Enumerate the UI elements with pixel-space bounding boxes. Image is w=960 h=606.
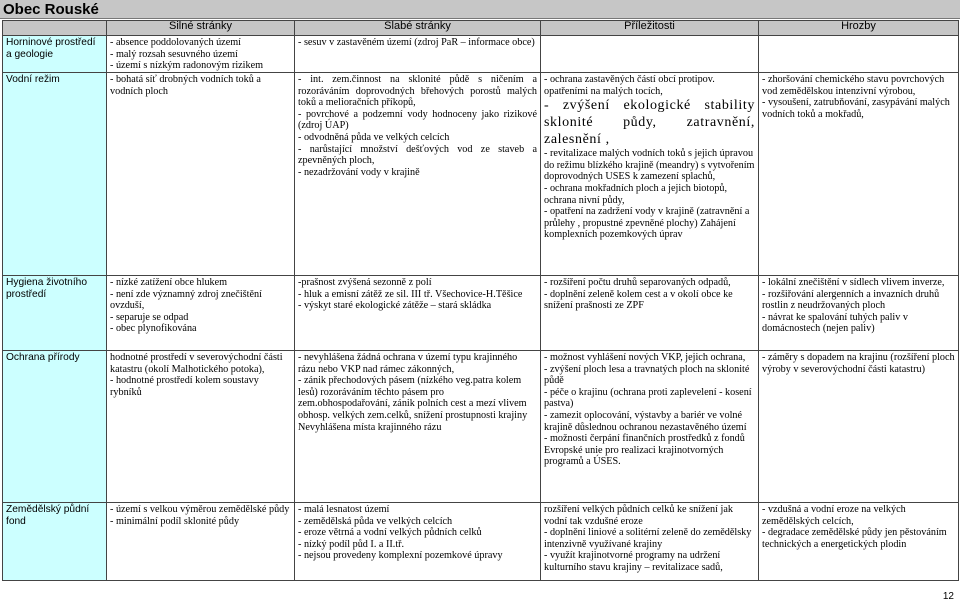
opportunities-cell (541, 351, 759, 503)
header-threats: Hrozby (759, 21, 959, 36)
opportunities-cell (541, 73, 759, 276)
list-item: - absence poddolovaných území (110, 37, 241, 48)
list-item: - návrat ke spalování tuhých paliv v domácnostech (nejen paliv) (762, 311, 908, 335)
list-item: - odvodněná půda ve velkých celcích (298, 131, 450, 143)
strengths-cell (107, 276, 295, 351)
table-row (3, 36, 959, 73)
page-title: Obec Rouské (0, 0, 960, 19)
list-item: - doplnění zeleně kolem cest a v okolí obce ke snížení prašnosti ze ZPF (544, 288, 733, 312)
table-row (3, 276, 959, 351)
header-opportunities: Příležitosti (541, 21, 759, 36)
list-item: - povrchové a podzemní vody hodnoceny jako rizikové (zdroj ÚAP) (298, 108, 537, 132)
list-item: - malá lesnatost území (298, 504, 390, 515)
swot-table (2, 20, 959, 581)
list-item: - rozšiřování alergenních a invazních druhů rostlin z neudržovaných ploch (762, 288, 940, 312)
list-item: - doplnění liniové a solitérní zeleně do zemědělsky intenzivně využívané krajiny (544, 527, 752, 550)
weaknesses-cell (295, 36, 541, 73)
list-item: - ochrana mokřadních ploch a jejich biotopů, ochrana nivní půdy, (544, 182, 728, 206)
page-number: 12 (942, 591, 954, 602)
list-item: - zamezit oplocování, výstavby a bariér ve volné krajině důslednou ochranou nezastavěného území (544, 409, 747, 433)
list-item: - rozšíření počtu druhů separovaných odpadů, (544, 277, 731, 288)
list-item: - hluk a emisní zátěž ze sil. III tř. Všechovice-H.Těšice (298, 288, 523, 300)
list-item: - nejsou provedeny komplexní pozemkové úpravy (298, 550, 503, 562)
threats-cell (759, 276, 959, 351)
list-item: - degradace zemědělské půdy jen pěstováním technických a energetických plodin (762, 527, 947, 550)
row-category: Vodní režim (3, 73, 107, 276)
list-item: - zvýšení ekologické stability sklonité půdy, zatravnění, zalesnění , (544, 98, 755, 148)
list-item: - zhoršování chemického stavu povrchových vod zemědělskou intenzivní výrobou, (762, 74, 945, 97)
row-category: Horninové prostředí a geologie (3, 36, 107, 73)
header-strengths: Silné stránky (107, 21, 295, 36)
list-item: - vysoušení, zatrubňování, zasypávání malých vodních toků a mokřadů, (762, 97, 950, 120)
table-row (3, 73, 959, 276)
list-item: - hodnotné prostředí kolem soustavy rybníků (110, 375, 259, 398)
weaknesses-cell (295, 276, 541, 351)
list-item: - separuje se odpad (110, 311, 189, 323)
strengths-cell (107, 36, 295, 73)
list-item: - není zde významný zdroj znečištění ovzduší, (110, 288, 262, 312)
threats-cell (759, 503, 959, 581)
list-item: hodnotné prostředí v severovýchodní části katastru (okolí Malhotického potoka), (110, 352, 283, 375)
weaknesses-cell (295, 351, 541, 503)
list-item: - obec plynofikována (110, 323, 197, 335)
header-weaknesses: Slabé stránky (295, 21, 541, 36)
list-item: - nízký podíl půd I. a II.tř. (298, 538, 405, 550)
list-item: rozšíření velkých půdních celků ke snížení jak vodní tak vzdušné eroze (544, 504, 733, 527)
list-item: - zánik přechodových pásem (nízkého veg.patra kolem lesů) rozoráváním těchto pásem pro zem.obhospodařování, zánik polních cest a mezí vlivem obhosp. velkých zem.celků, snížení prostupnosti krajiny Nevyhlášena místa krajinného rázu (298, 375, 528, 433)
header-corner (3, 21, 107, 36)
list-item: - sesuv v zastavěném území (zdroj PaR – informace obce) (298, 37, 535, 48)
list-item: - malý rozsah sesuvného území (110, 48, 238, 60)
weaknesses-cell (295, 73, 541, 276)
list-item: - nízké zatížení obce hlukem (110, 277, 228, 288)
list-item: - revitalizace malých vodních toků s jejich úpravou do režimu blízkého krajině (meandry) s vytvořením doprovodných USES k zamezení splachů, (544, 148, 755, 183)
row-category: Hygiena životního prostředí (3, 276, 107, 351)
strengths-cell (107, 503, 295, 581)
strengths-cell (107, 73, 295, 276)
list-item: - možnosti čerpání finančních prostředků z fondů Evropské unie pro realizaci krajinotvorných programů a ÚSES. (544, 433, 745, 468)
list-item: - minimální podíl sklonité půdy (110, 515, 240, 527)
table-row (3, 503, 959, 581)
list-item: - ochrana zastavěných částí obcí protipov. opatřeními na malých tocích, (544, 74, 715, 97)
opportunities-cell (541, 276, 759, 351)
table-row (3, 351, 959, 503)
list-item: - využít krajinotvorné programy na udržení kulturního stavu krajiny – revitalizace sadů, (544, 550, 723, 573)
list-item: -prašnost zvýšená sezonně z polí (298, 277, 432, 288)
opportunities-cell (541, 503, 759, 581)
threats-cell (759, 36, 959, 73)
list-item: - vzdušná a vodní eroze na velkých zemědělských celcích, (762, 504, 906, 527)
list-item: - péče o krajinu (ochrana proti zaplevelení - kosení pastva) (544, 386, 752, 410)
weaknesses-cell (295, 503, 541, 581)
list-item: - nezadržování vody v krajině (298, 166, 420, 178)
strengths-cell (107, 351, 295, 503)
list-item: - nevyhlášena žádná ochrana v území typu krajinného rázu nebo VKP nad rámec zákonných, (298, 352, 518, 375)
list-item: - možnost vyhlášení nových VKP, jejich ochrana, (544, 352, 746, 363)
header-row (3, 21, 959, 36)
list-item: - lokální znečištění v sídlech vlivem inverze, (762, 277, 945, 288)
list-item: - int. zem.činnost na sklonité půdě s ničením a rozoráváním doprovodných břehových porostů malých toků a melioračních příkopů, (298, 74, 537, 109)
list-item: - území s nízkým radonovým rizikem (110, 60, 264, 72)
list-item: - bohatá síť drobných vodních toků a vodních ploch (110, 74, 261, 97)
threats-cell (759, 73, 959, 276)
row-category: Ochrana přírody (3, 351, 107, 503)
list-item: - území s velkou výměrou zemědělské půdy (110, 504, 290, 515)
opportunities-cell (541, 36, 759, 73)
list-item: - záměry s dopadem na krajinu (rozšíření ploch výroby v severovýchodní části katastru) (762, 352, 955, 375)
list-item: - výskyt staré ekologické zátěže – stará skládka (298, 300, 492, 312)
list-item: - eroze větrná a vodní velkých půdních celků (298, 527, 482, 539)
threats-cell (759, 351, 959, 503)
list-item: - narůstající množství dešťových vod ze staveb a zpevněných ploch, (298, 143, 537, 167)
list-item: - opatření na zadržení vody v krajině (zatravnění a průlehy , propustné zpevněné plochy) Zahájení komplexních pozemkových úprav (544, 206, 750, 241)
list-item: - zvýšení ploch lesa a travnatých ploch na sklonité půdě (544, 363, 750, 387)
list-item: - zemědělská půda ve velkých celcích (298, 515, 453, 527)
row-category: Zemědělský půdní fond (3, 503, 107, 581)
